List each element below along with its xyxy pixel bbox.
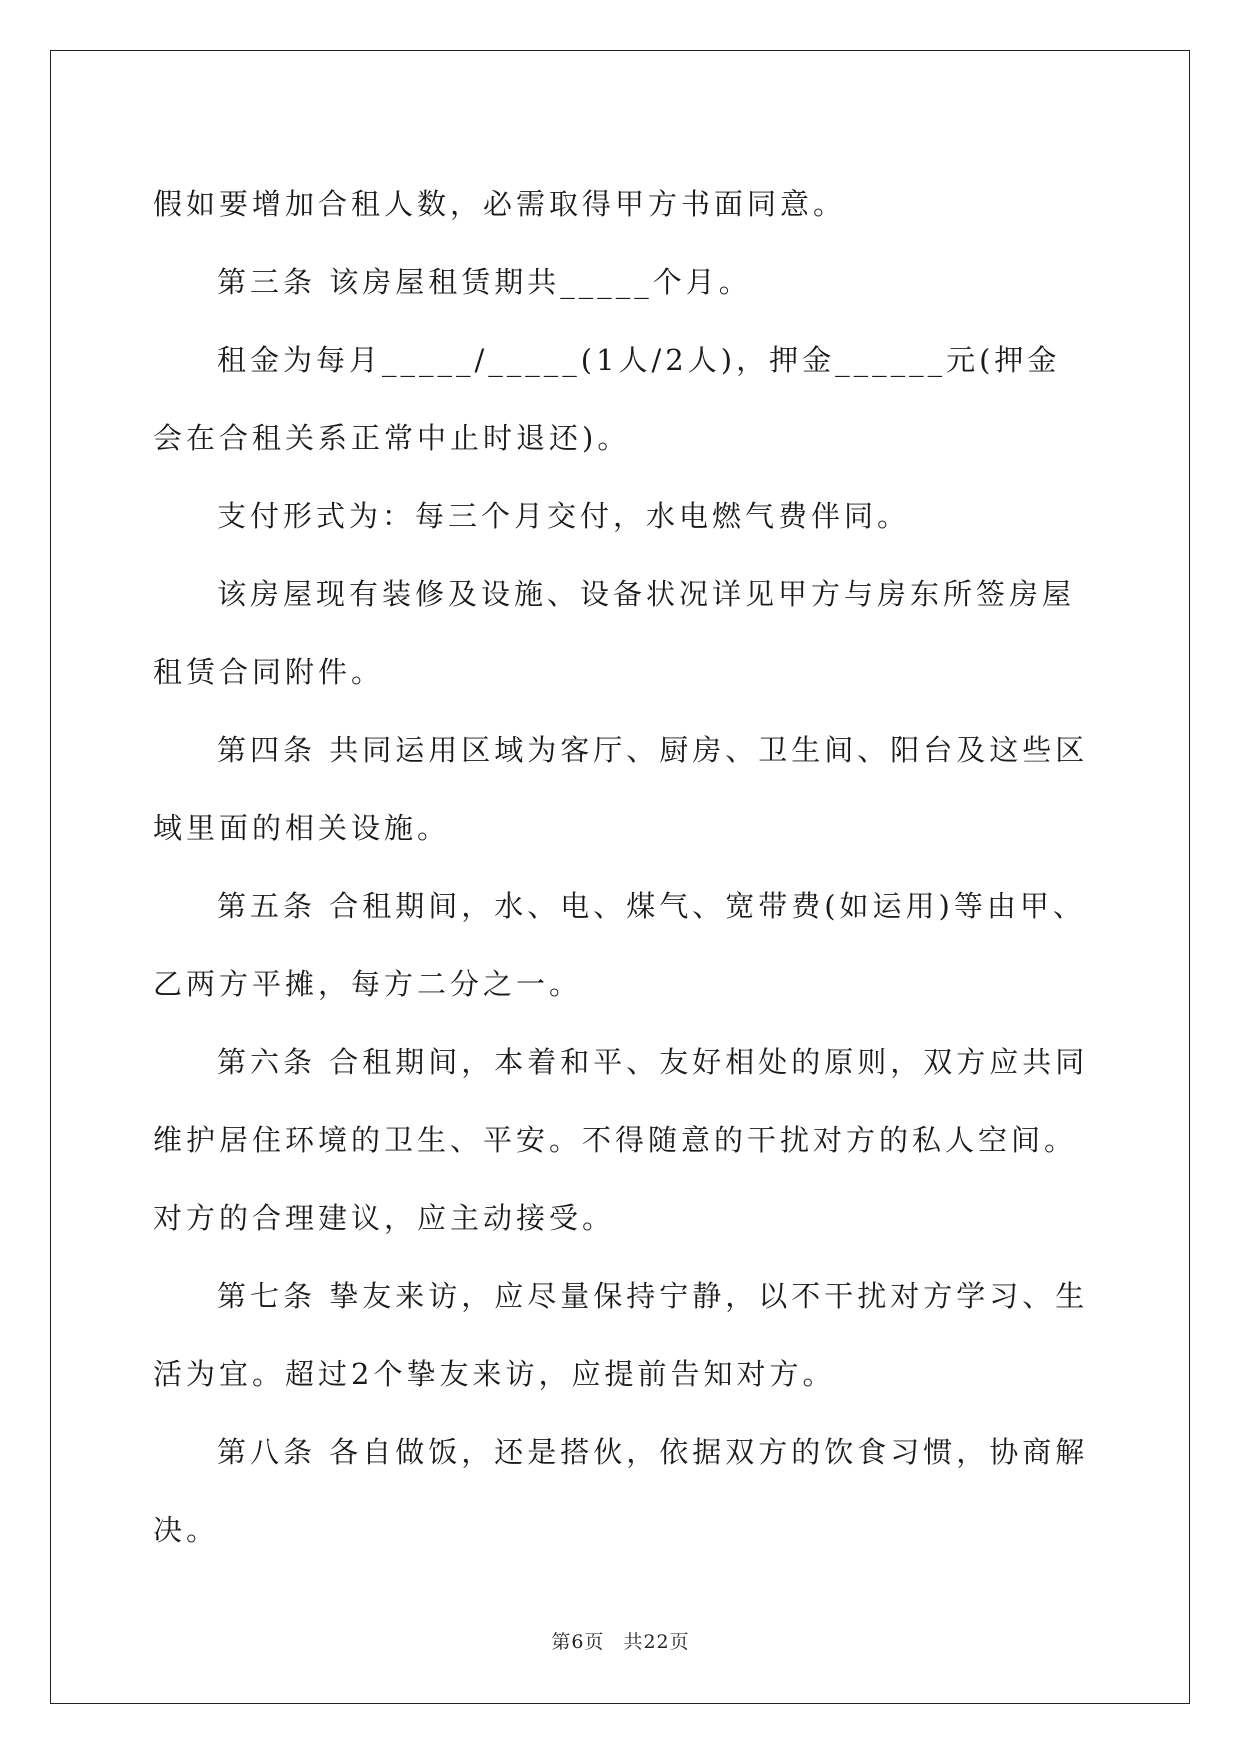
paragraph: 该房屋现有装修及设施、设备状况详见甲方与房东所签房屋租赁合同附件。 xyxy=(153,577,1076,689)
paragraph: 假如要增加合租人数，必需取得甲方书面同意。 xyxy=(153,187,847,221)
paragraph: 第三条 该房屋租赁期共_____个月。 xyxy=(217,265,752,299)
total-page-count: 共22页 xyxy=(623,1631,690,1653)
paragraph: 第六条 合租期间，本着和平、友好相处的原则，双方应共同维护居住环境的卫生、平安。不得随意的干扰对方的私人空间。对方的合理建议，应主动接受。 xyxy=(153,1045,1089,1235)
paragraph: 租金为每月_____/_____(1人/2人)，押金______元(押金会在合租关系正常中止时退还)。 xyxy=(153,343,1061,455)
paragraph: 支付形式为：每三个月交付，水电燃气费伴同。 xyxy=(217,499,911,533)
current-page-number: 第6页 xyxy=(551,1631,605,1653)
document-body xyxy=(153,165,1093,1569)
paragraph: 第五条 合租期间，水、电、煤气、宽带费(如运用)等由甲、乙两方平摊，每方二分之一。 xyxy=(153,889,1086,1001)
page-footer xyxy=(0,1627,1241,1654)
paragraph: 第四条 共同运用区域为客厅、厨房、卫生间、阳台及这些区域里面的相关设施。 xyxy=(153,733,1089,845)
paragraph: 第八条 各自做饭，还是搭伙，依据双方的饮食习惯，协商解决。 xyxy=(153,1435,1089,1547)
paragraph: 第七条 挚友来访，应尽量保持宁静，以不干扰对方学习、生活为宜。超过2个挚友来访，应提前告知对方。 xyxy=(153,1279,1089,1391)
